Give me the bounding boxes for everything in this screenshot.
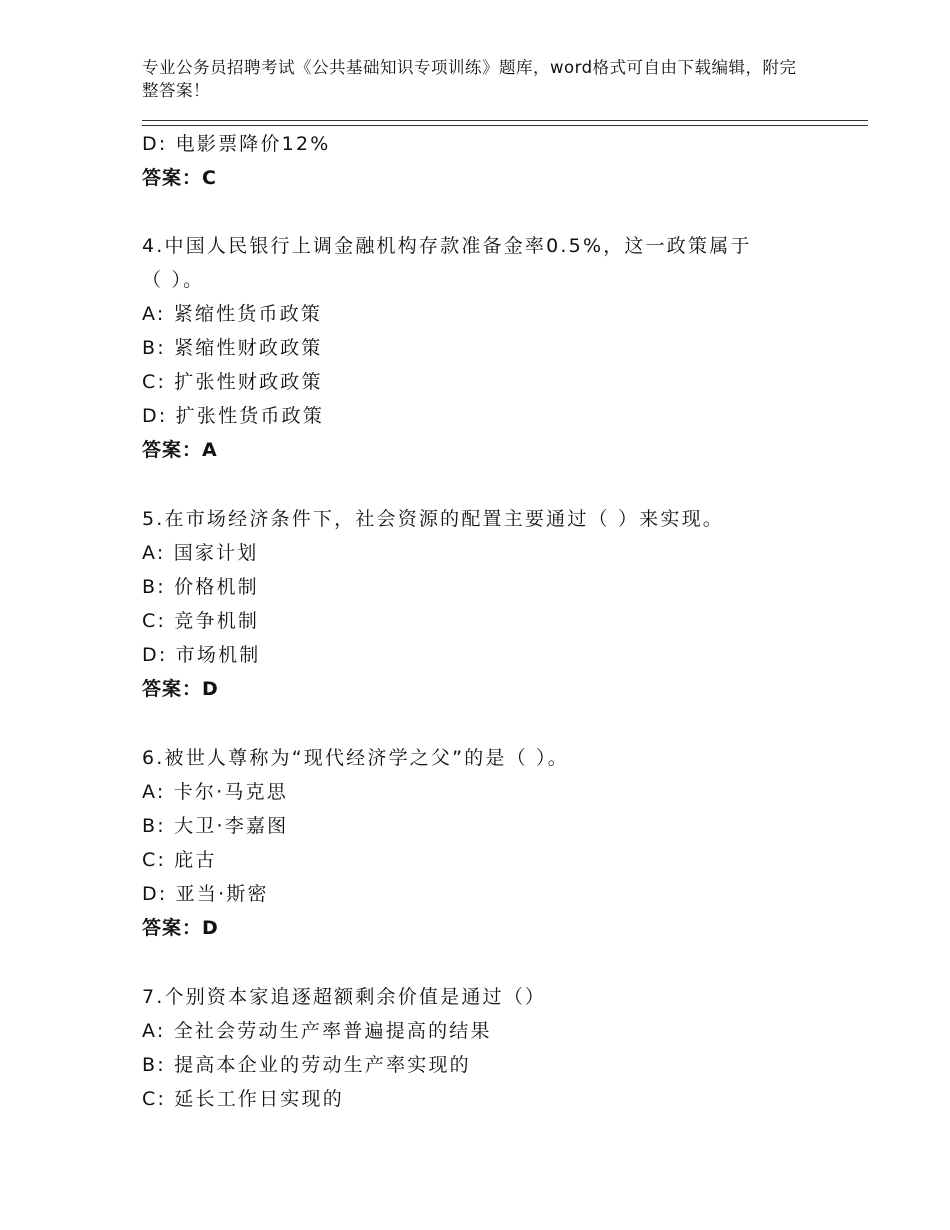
q3-option-d: D: 电影票降价12% xyxy=(142,133,331,155)
q5-option-a: A: 国家计划 xyxy=(142,542,259,564)
q6-option-b: B: 大卫·李嘉图 xyxy=(142,815,289,837)
q7-option-b: B: 提高本企业的劳动生产率实现的 xyxy=(142,1054,471,1076)
q6-option-c: C: 庇古 xyxy=(142,849,217,871)
q4-option-c: C: 扩张性财政政策 xyxy=(142,371,323,393)
q6-option-d: D: 亚当·斯密 xyxy=(142,883,269,905)
q4-option-d: D: 扩张性货币政策 xyxy=(142,405,325,427)
q5-answer: 答案：D xyxy=(142,678,219,700)
q5-question: 5.在市场经济条件下，社会资源的配置主要通过（ ）来实现。 xyxy=(142,508,724,530)
q6-option-a: A: 卡尔·马克思 xyxy=(142,781,288,803)
q6-answer: 答案：D xyxy=(142,917,219,939)
header-divider-top xyxy=(142,120,868,121)
q3-answer: 答案：C xyxy=(142,167,217,189)
q7-option-a: A: 全社会劳动生产率普遍提高的结果 xyxy=(142,1020,492,1042)
q4-question-line2: （ ）。 xyxy=(142,269,205,291)
page-header: 专业公务员招聘考试《公共基础知识专项训练》题库，word格式可自由下载编辑，附完整答案！ xyxy=(142,58,797,100)
q6-question: 6.被世人尊称为“现代经济学之父”的是（ ）。 xyxy=(142,747,569,769)
q4-answer: 答案：A xyxy=(142,439,218,461)
q4-option-a: A: 紧缩性货币政策 xyxy=(142,303,323,325)
q7-option-c: C: 延长工作日实现的 xyxy=(142,1088,344,1110)
q5-option-d: D: 市场机制 xyxy=(142,644,261,666)
q5-option-c: C: 竞争机制 xyxy=(142,610,260,632)
header-divider-bottom xyxy=(142,125,868,126)
q4-option-b: B: 紧缩性财政政策 xyxy=(142,337,323,359)
q5-option-b: B: 价格机制 xyxy=(142,576,259,598)
q7-question: 7.个别资本家追逐超额剩余价值是通过（） xyxy=(142,986,547,1008)
q4-question-line1: 4.中国人民银行上调金融机构存款准备金率0.5%，这一政策属于 xyxy=(142,235,752,257)
